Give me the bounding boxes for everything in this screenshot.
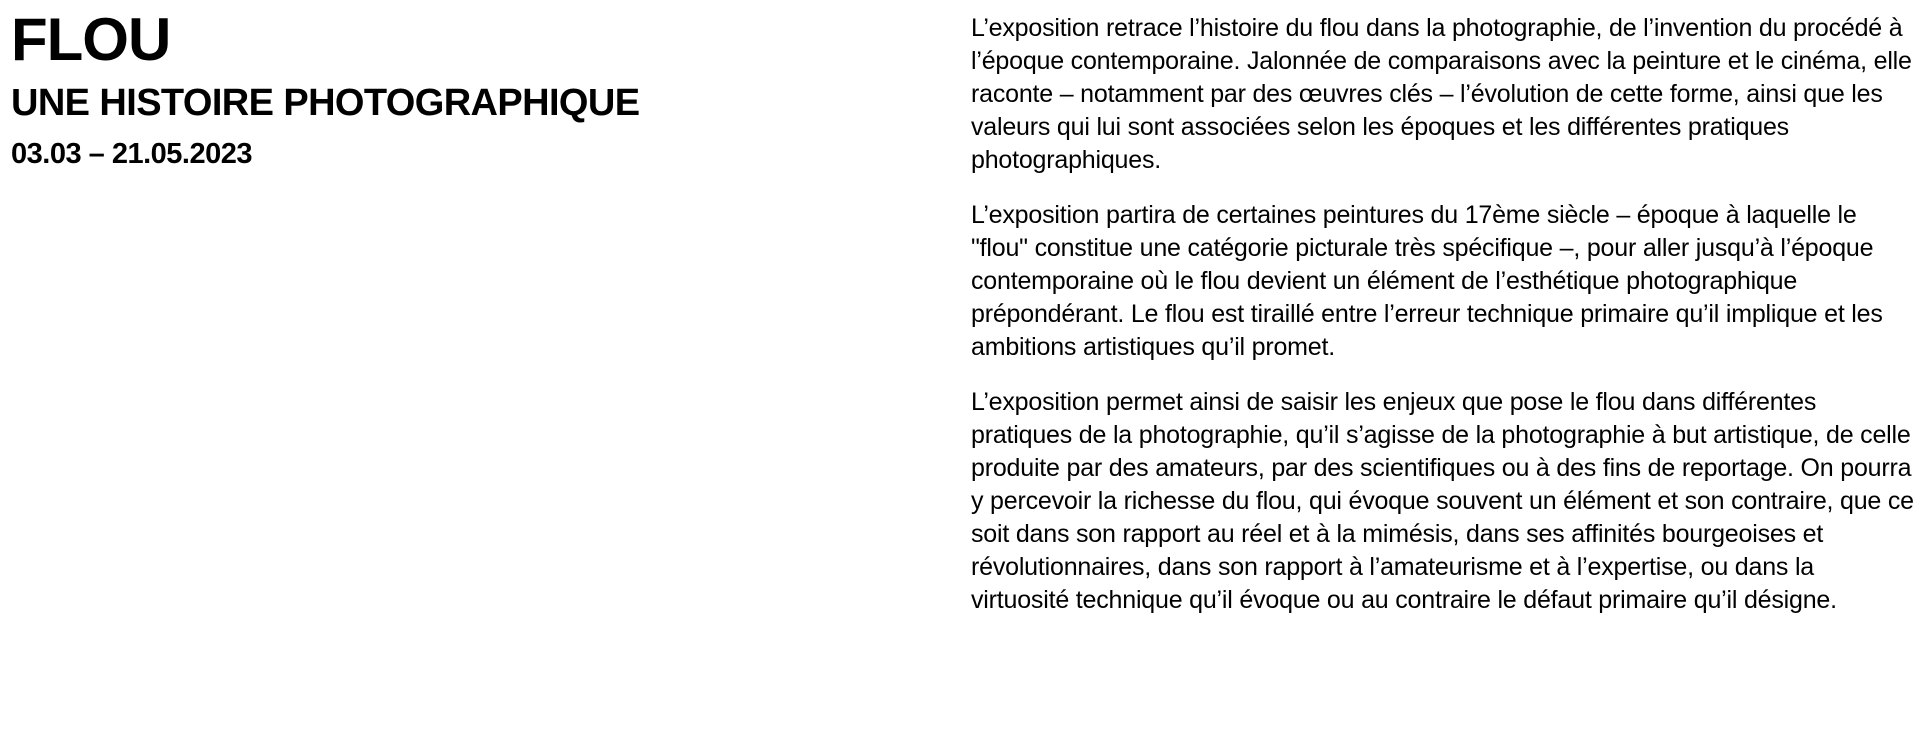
exhibition-description — [971, 12, 1916, 639]
description-paragraph-3: L’exposition permet ainsi de saisir les enjeux que pose le flou dans différentes pratiques de la photographie, qu’il s’agisse de la photographie à but artistique, de celle produite par des amateurs, par des scientifiques ou à des fins de reportage. On pourra y percevoir la richesse du flou, qui évoque souvent un élément et son contraire, que ce soit dans son rapport au réel et à la mimésis, dans ses affinités bourgeoises et révolutionnaires, dans son rapport à l’amateurisme et à l’expertise, ou dans la virtuosité technique qu’il évoque ou au contraire le défaut primaire qu’il désigne. — [971, 388, 1914, 614]
exhibition-title: FLOU — [11, 6, 171, 73]
exhibition-header — [11, 8, 911, 172]
exhibition-subtitle: UNE HISTOIRE PHOTOGRAPHIQUE — [11, 82, 640, 124]
description-paragraph-1: L’exposition retrace l’histoire du flou dans la photographie, de l’invention du procédé à l’époque contemporaine. Jalonnée de comparaisons avec la peinture et le cinéma, elle raconte – notamment par des œuvres clés – l’évolution de cette forme, ainsi que les valeurs qui lui sont associées selon les époques et les différentes pratiques photographiques. — [971, 14, 1912, 174]
description-paragraph-2: L’exposition partira de certaines peintures du 17ème siècle – époque à laquelle le "flou" constitue une catégorie picturale très spécifique –, pour aller jusqu’à l’époque contemporaine où le flou devient un élément de l’esthétique photographique prépondérant. Le flou est tiraillé entre l’erreur technique primaire qu’il implique et les ambitions artistiques qu’il promet. — [971, 201, 1883, 361]
exhibition-dates: 03.03 – 21.05.2023 — [11, 138, 252, 170]
